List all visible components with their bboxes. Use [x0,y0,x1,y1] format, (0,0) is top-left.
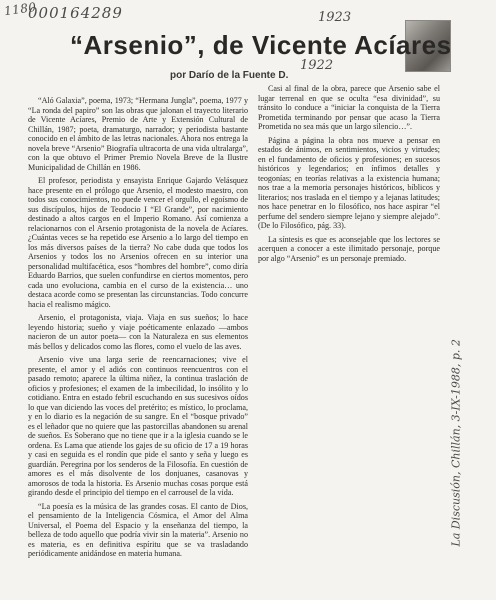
paragraph: Arsenio vive una larga serie de reencarnaciones; vive el presente, el amor y el adiós con continuos reencuentros con el pasado remoto; aparece la última niñez, la continua traslación de oficios y profesiones; el examen de la imbecilidad, lo insólito y lo cotidiano. Entra en estado febril escuchando en sus sucesivos oídos lo que van diciendo las voces del pretérito; es místico, lo proclama, y en lo diario es la negación de su sangre. En el “bosque privado” es el leñador que no quiere que las pastorcillas abandonen su arenal de sueños. Es Soberano que no tiene que ir a la iglesia cuando se le ordena. Es Lama que atiende los gajes de su oficio de 17 a 19 horas y casi en seguida es el rondín que pide el santo y seña y luego es guardián. Peregrina por los senderos de la Filosofía. En cuestión de amores es el más disolvente de los donjuanes, casanovas y amorosos de toda la historia. Es Arsenio muchas cosas porque está girando desde el principio del tiempo en el carrousel de la vida. [28,355,248,497]
paragraph: El profesor, periodista y ensayista Enrique Gajardo Velásquez hace presente en el prólogo que Arsenio, el modesto maestro, con todos sus conocimientos, no puede vencer el orgullo, el egoísmo de sus discípulos, hijos de Teodocio I “El Grande”, por nacimiento destinado a altos cargos en el Imperio Romano. Así comienza a relacionarnos con el Arsenio protagonista de la novela de Acíares. ¿Cuántas veces se ha repetido ese Arsenio a lo largo del tiempo en los más diversos países de la tierra? No cabe duda que todos los Arsenios y todos los no Arsenios ofrecen en su interior una personalidad multifacética, esos “hombres del hombre”, como diría Eduardo Barrios, que suelen confundirse en ciertos momentos, pero cada uno evoluciona, cambia en el curso de la existencia… uno destaca acorde como se presentan las circunstancias. Todo concurre hacia el realismo mágico. [28,176,248,309]
paragraph: Arsenio, el protagonista, viaja. Viaja en sus sueños; lo hace leyendo historia; sueño y viaje poéticamente enlazado —ambos nacieron de un autor poeta— con la Naturaleza en sus elementos más bellos y delicados como las flores, como el vuelo de las aves. [28,313,248,351]
right-column [258,84,440,267]
handwritten-side-note [446,40,466,600]
left-column [28,96,248,563]
handwritten-document-id: 000164289 [28,4,123,22]
paragraph: La síntesis es que es aconsejable que los lectores se acerquen a conocer a este ilimitado personaje, porque por algo “Arsenio” es un personaje premiado. [258,234,440,263]
paragraph: “La poesía es la música de las grandes cosas. El canto de Dios, el pensamiento de la Inteligencia Cósmica, el Amor del Alma Universal, el Poema del Espacio y la enseñanza del tiempo, la belleza de todo aquello que podría vivir sin la materia”. Arsenio no es materia, es en definitiva espíritu que se va trasladando periódicamente anidándose en materia humana. [28,501,248,558]
handwritten-year-byline: 1922 [300,58,334,73]
article-byline: por Darío de la Fuente D. [170,70,289,81]
article-title: “Arsenio”, de Vicente Acíares [70,30,452,60]
paragraph: “Aló Galaxia”, poema, 1973; “Hermana Jungla”, poema, 1977 y “La ronda del papiro” son las obras que jalonan el trayecto literario de Vicente Acíares, Premio de Arte y Extensión Cultural de Chillán, 1987; poeta, dramaturgo, narrador; y periodista bastante conocido en el ámbito de las letras nacionales. Ahora nos entrega la novela breve “Arsenio” Biografía ultracorta de una vida ultralarga”, con la que obtuvo el Primer Premio Novela Breve de la Ilustre Municipalidad de Chillán en 1986. [28,96,248,172]
paragraph: Página a página la obra nos mueve a pensar en estados de ánimos, en sentimientos, vicios y virtudes; en el fundamento de oficios y profesiones; en sucesos históricos y legendarios; en ínfimos detalles y teogonías; en teorías relativas a la existencia humana; nos trae a la memoria personajes históricos, bíblicos y literarios; nos traslada en el tiempo y a lejanas latitudes; nos hace penetrar en lo filosófico, nos hace aspirar “el perfume del sendero siempre lejano y siempre alejado”. (De lo Filosófico, pág. 33). [258,135,440,230]
handwritten-year-top: 1923 [318,10,352,25]
side-note-text: La Discusión, Chillán, 3-IX-1988, p. 2 [449,339,463,547]
handwritten-number: 1180 [3,0,38,19]
paragraph: Casi al final de la obra, parece que Arsenio sabe el lugar terrenal en que se oculta “esa divinidad”, su tránsito lo conduce a “iniciar la conquista de la Tierra Prometida terminando por pensar que acaso la Tierra Prometida no sea más que un largo silencio…”. [258,84,440,131]
